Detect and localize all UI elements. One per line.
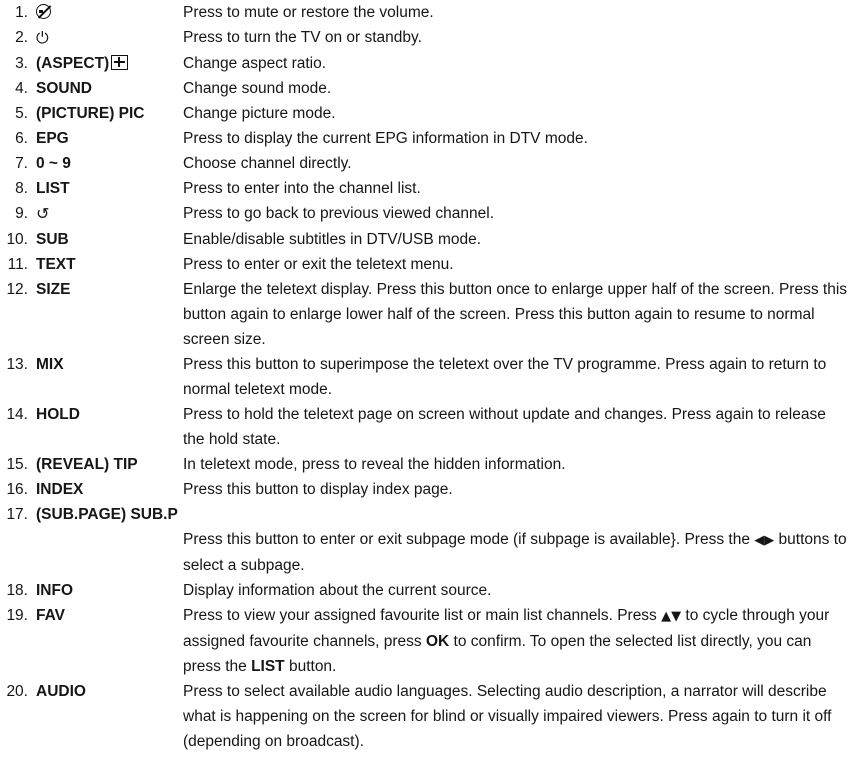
item-key: (REVEAL) TIP (36, 456, 138, 473)
item-key (33, 201, 183, 227)
list-item (0, 352, 852, 402)
list-item (0, 603, 852, 679)
item-number: 9. (15, 205, 28, 222)
item-key (33, 25, 183, 51)
item-description: Press to mute or restore the volume. (183, 4, 434, 21)
mute-icon (36, 4, 51, 19)
list-item (0, 76, 852, 101)
item-number: 1. (15, 4, 28, 21)
list-item (0, 252, 852, 277)
power-icon: ⏻ (36, 28, 49, 47)
item-description: Press to display the current EPG information in DTV mode. (183, 130, 588, 147)
item-description (183, 527, 852, 578)
item-description: Press this button to superimpose the teletext over the TV programme. Press again to return to normal teletext mode. (183, 356, 827, 398)
item-description: Change aspect ratio. (183, 55, 327, 72)
fav-desc-part2: to cycle through your assigned favourite channels, press (183, 607, 830, 650)
aspect-icon (111, 55, 128, 70)
fav-desc-part3: to confirm. To open the selected list directly, you can press the (183, 633, 812, 675)
item-number: 13. (6, 356, 28, 373)
item-key: SOUND (36, 80, 92, 97)
list-item (0, 101, 852, 126)
item-key (33, 51, 183, 76)
item-description: Change sound mode. (183, 80, 332, 97)
item-description: Press to enter or exit the teletext menu. (183, 256, 454, 273)
item-key: MIX (36, 356, 64, 373)
item-number: 14. (6, 406, 28, 423)
item-number: 12. (6, 281, 28, 298)
list-item (0, 25, 852, 51)
list-item (0, 201, 852, 227)
item-description: Press to hold the teletext page on screen without update and changes. Press again to release the hold state. (183, 406, 826, 448)
item-key: LIST (36, 180, 70, 197)
item-number: 4. (15, 80, 28, 97)
item-key: INFO (36, 582, 74, 599)
subpage-desc-part1: Press this button to enter or exit subpage mode (if subpage is available}. Press the (183, 531, 755, 548)
item-number: 3. (15, 55, 28, 72)
item-description: Change picture mode. (183, 105, 336, 122)
item-number: 16. (6, 481, 28, 498)
list-item (0, 402, 852, 452)
list-item (0, 452, 852, 477)
item-number: 10. (6, 231, 28, 248)
item-key: TEXT (36, 256, 76, 273)
list-item (0, 277, 852, 352)
item-number: 19. (6, 607, 28, 624)
item-description (183, 603, 852, 679)
list-item (0, 51, 852, 76)
arrow-down-icon: ▼ (671, 609, 682, 624)
subpage-desc-part2: buttons to select a subpage. (183, 531, 847, 574)
item-description: Choose channel directly. (183, 155, 352, 172)
item-key: INDEX (36, 481, 84, 498)
item-description: Enable/disable subtitles in DTV/USB mode. (183, 231, 482, 248)
item-description: Enlarge the teletext display. Press this button once to enlarge upper half of the screen. Press this button again to enlarge lower half of the screen. Press this button again to resume to normal screen size. (183, 281, 848, 348)
item-key: SUB (36, 231, 69, 248)
item-key: HOLD (36, 406, 80, 423)
fav-desc-list-key: LIST (251, 658, 285, 675)
item-number: 7. (15, 155, 28, 172)
list-item (0, 679, 852, 754)
list-item (0, 151, 852, 176)
list-item (0, 578, 852, 603)
item-number: 6. (15, 130, 28, 147)
item-number: 20. (6, 683, 28, 700)
list-item (0, 126, 852, 151)
item-key: SIZE (36, 281, 71, 298)
item-key: (SUB.PAGE) SUB.P (36, 506, 178, 523)
list-item (0, 502, 852, 527)
item-key: AUDIO (36, 683, 86, 700)
arrow-left-icon: ◀ (754, 533, 765, 548)
list-item (0, 227, 852, 252)
item-description: Display information about the current source. (183, 582, 492, 599)
arrow-up-icon: ▲ (661, 609, 672, 624)
fav-desc-part1: Press to view your assigned favourite list or main list channels. Press (183, 607, 662, 624)
return-icon: ↺ (36, 204, 50, 223)
item-key: EPG (36, 130, 69, 147)
item-key-label: (ASPECT) (36, 55, 110, 72)
item-number: 18. (6, 582, 28, 599)
item-description: Press to go back to previous viewed channel. (183, 205, 495, 222)
item-key: FAV (36, 607, 65, 624)
item-number: 17. (6, 506, 28, 523)
item-number: 5. (15, 105, 28, 122)
fav-desc-part4: button. (284, 658, 337, 675)
item-number: 2. (15, 29, 28, 46)
item-key: 0 ~ 9 (36, 155, 71, 172)
arrow-right-icon: ▶ (764, 533, 775, 548)
item-number: 8. (15, 180, 28, 197)
item-key (33, 0, 183, 25)
item-description: Press to enter into the channel list. (183, 180, 421, 197)
item-description: Press to turn the TV on or standby. (183, 29, 422, 46)
item-description: Press to select available audio languages. Selecting audio description, a narrator will describe what is happening on the screen for blind or visually impaired viewers. Press again to turn it off (depending on broadcast). (183, 683, 832, 750)
list-item (0, 477, 852, 502)
item-number: 15. (6, 456, 28, 473)
fav-desc-ok-key: OK (425, 633, 450, 650)
item-key: (PICTURE) PIC (36, 105, 145, 122)
item-number: 11. (7, 256, 28, 273)
item-description: Press this button to display index page. (183, 481, 453, 498)
list-item (0, 176, 852, 201)
item-description: In teletext mode, press to reveal the hidden information. (183, 456, 566, 473)
list-item (0, 0, 852, 25)
